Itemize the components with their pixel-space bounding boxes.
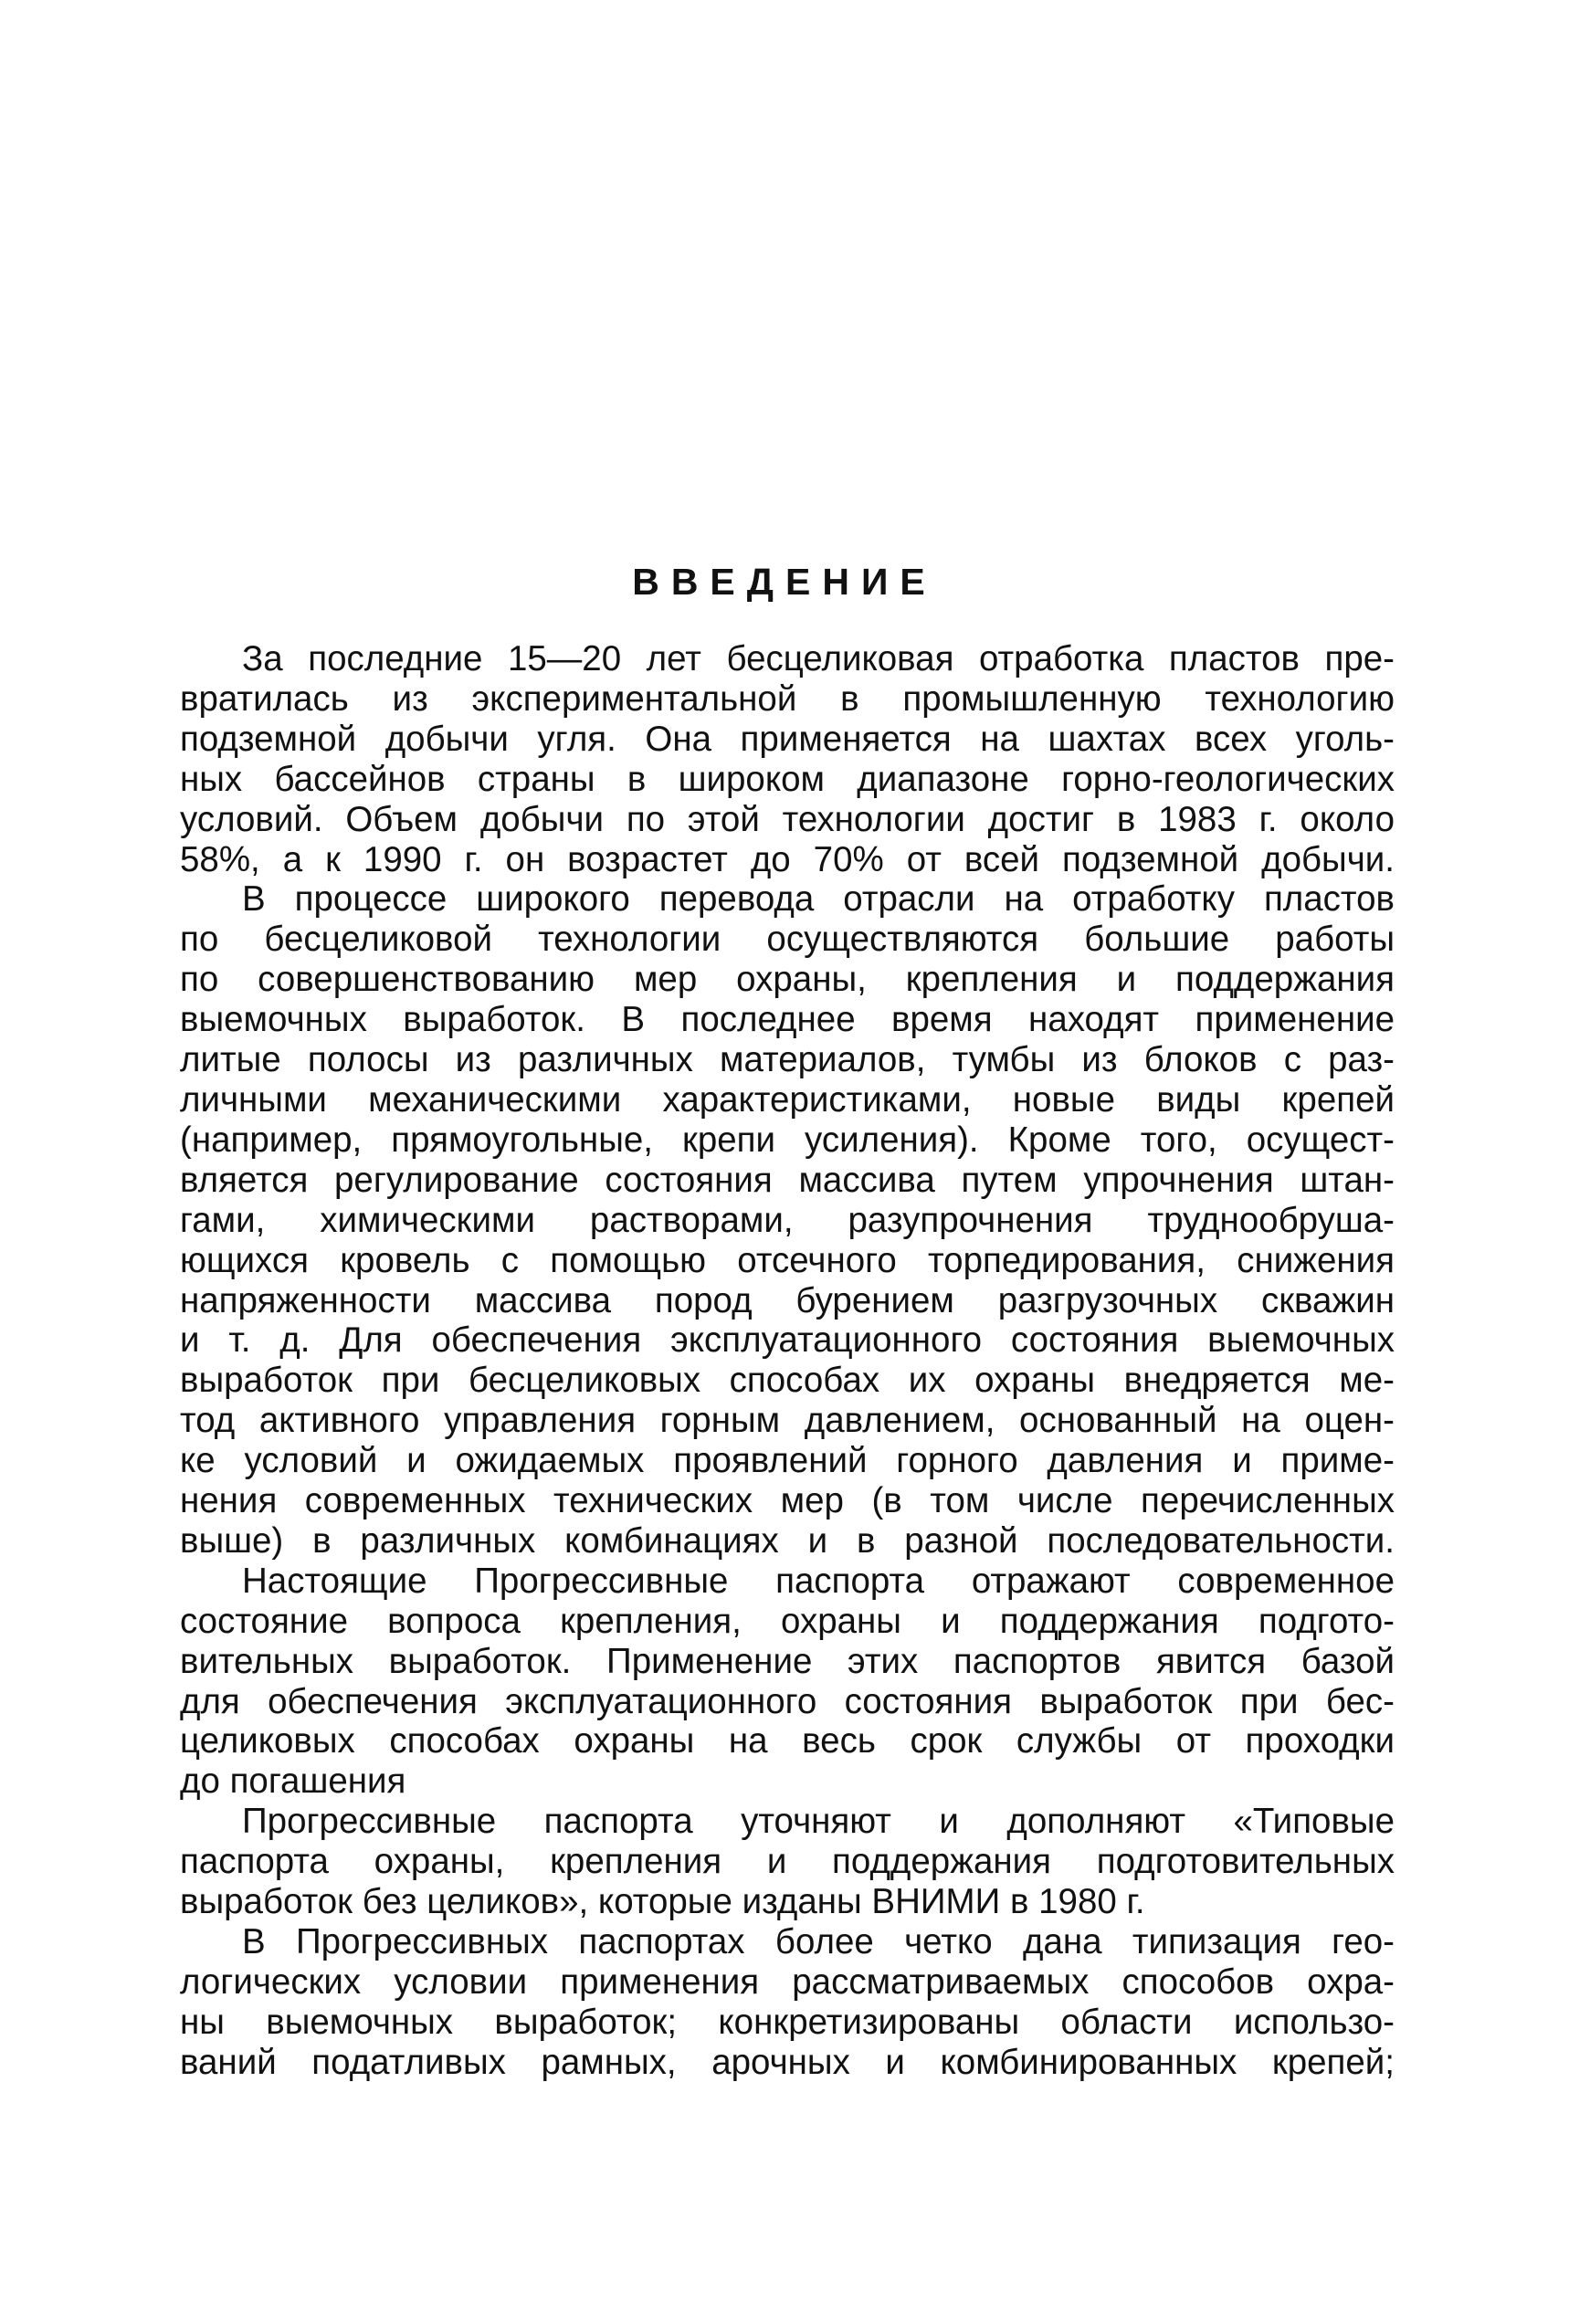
text-line: напряженности массива пород бурением разгрузочных скважин [180,1280,1395,1320]
text-line: условий. Объем добычи по этой технологии достиг в 1983 г. около [180,799,1395,839]
text-line: нения современных технических мер (в том числе перечисленных [180,1481,1395,1521]
text-line: паспорта охраны, крепления и поддержания подготовительных [180,1842,1395,1882]
text-line: ющихся кровель с помощью отсечного торпедирования, снижения [180,1240,1395,1280]
text-line: Прогрессивные паспорта уточняют и дополняют «Типовые [242,1802,1395,1842]
text-line: ке условий и ожидаемых проявлений горного давления и приме- [180,1441,1395,1481]
text-line: Настоящие Прогрессивные паспорта отражают современное [242,1561,1395,1601]
paragraph-2 [180,879,1395,1561]
text-line: тод активного управления горным давлением, основанный на оцен- [180,1401,1395,1441]
text-line: ваний податливых рамных, арочных и комбинированных крепей; [180,2042,1395,2082]
text-line: вляется регулирование состояния массива путем упрочнения штан- [180,1160,1395,1200]
text-line: вительных выработок. Применение этих паспортов явится базой [180,1641,1395,1681]
paragraph-4 [180,1802,1395,1922]
text-line: логических условии применения рассматриваемых способов охра- [180,1961,1395,2002]
paragraph-5 [180,1922,1395,2083]
text-line: личными механическими характеристиками, новые виды крепей [180,1079,1395,1120]
body-text [180,639,1395,2083]
text-line: по совершенствованию мер охраны, крепления и поддержания [180,960,1395,1000]
text-line: для обеспечения эксплуатационного состояния выработок при бес- [180,1681,1395,1721]
text-line: по бесцеликовой технологии осуществляются большие работы [180,920,1395,960]
text-line: целиковых способах охраны на весь срок службы от проходки [180,1721,1395,1761]
text-line: ны выемочных выработок; конкретизированы области использо- [180,2002,1395,2042]
text-line: до погашения [180,1761,406,1802]
text-line: (например, прямоугольные, крепи усиления). Кроме того, осущест- [180,1120,1395,1160]
paragraph-1 [180,639,1395,879]
text-line: литые полосы из различных материалов, тумбы из блоков с раз- [180,1040,1395,1080]
text-line: ных бассейнов страны в широком диапазоне горно-геологических [180,759,1395,799]
text-line: подземной добычи угля. Она применяется на шахтах всех уголь- [180,719,1395,759]
text-line: и т. д. Для обеспечения эксплуатационного состояния выемочных [180,1320,1395,1361]
text-line: выработок без целиков», которые изданы ВНИМИ в 1980 г. [180,1882,1145,1922]
text-line: выработок при бесцеликовых способах их охраны внедряется ме- [180,1361,1395,1401]
text-line: За последние 15—20 лет бесцеликовая отработка пластов пре- [242,639,1395,678]
text-line: 58%, а к 1990 г. он возрастет до 70% от всей подземной добычи. [180,839,1395,879]
page-title: ВВЕДЕНИЕ [632,561,937,603]
text-line: В Прогрессивных паспортах более четко дана типизация гео- [242,1922,1395,1961]
text-line: выше) в различных комбинациях и в разной последовательности. [180,1520,1395,1561]
text-line: вратилась из экспериментальной в промышленную технологию [180,678,1395,719]
text-line: гами, химическими растворами, разупрочнения труднообруша- [180,1200,1395,1240]
text-line: выемочных выработок. В последнее время находят применение [180,1000,1395,1040]
text-line: состояние вопроса крепления, охраны и поддержания подгото- [180,1601,1395,1641]
paragraph-3 [180,1562,1395,1802]
text-line: В процессе широкого перевода отрасли на отработку пластов [242,879,1395,920]
